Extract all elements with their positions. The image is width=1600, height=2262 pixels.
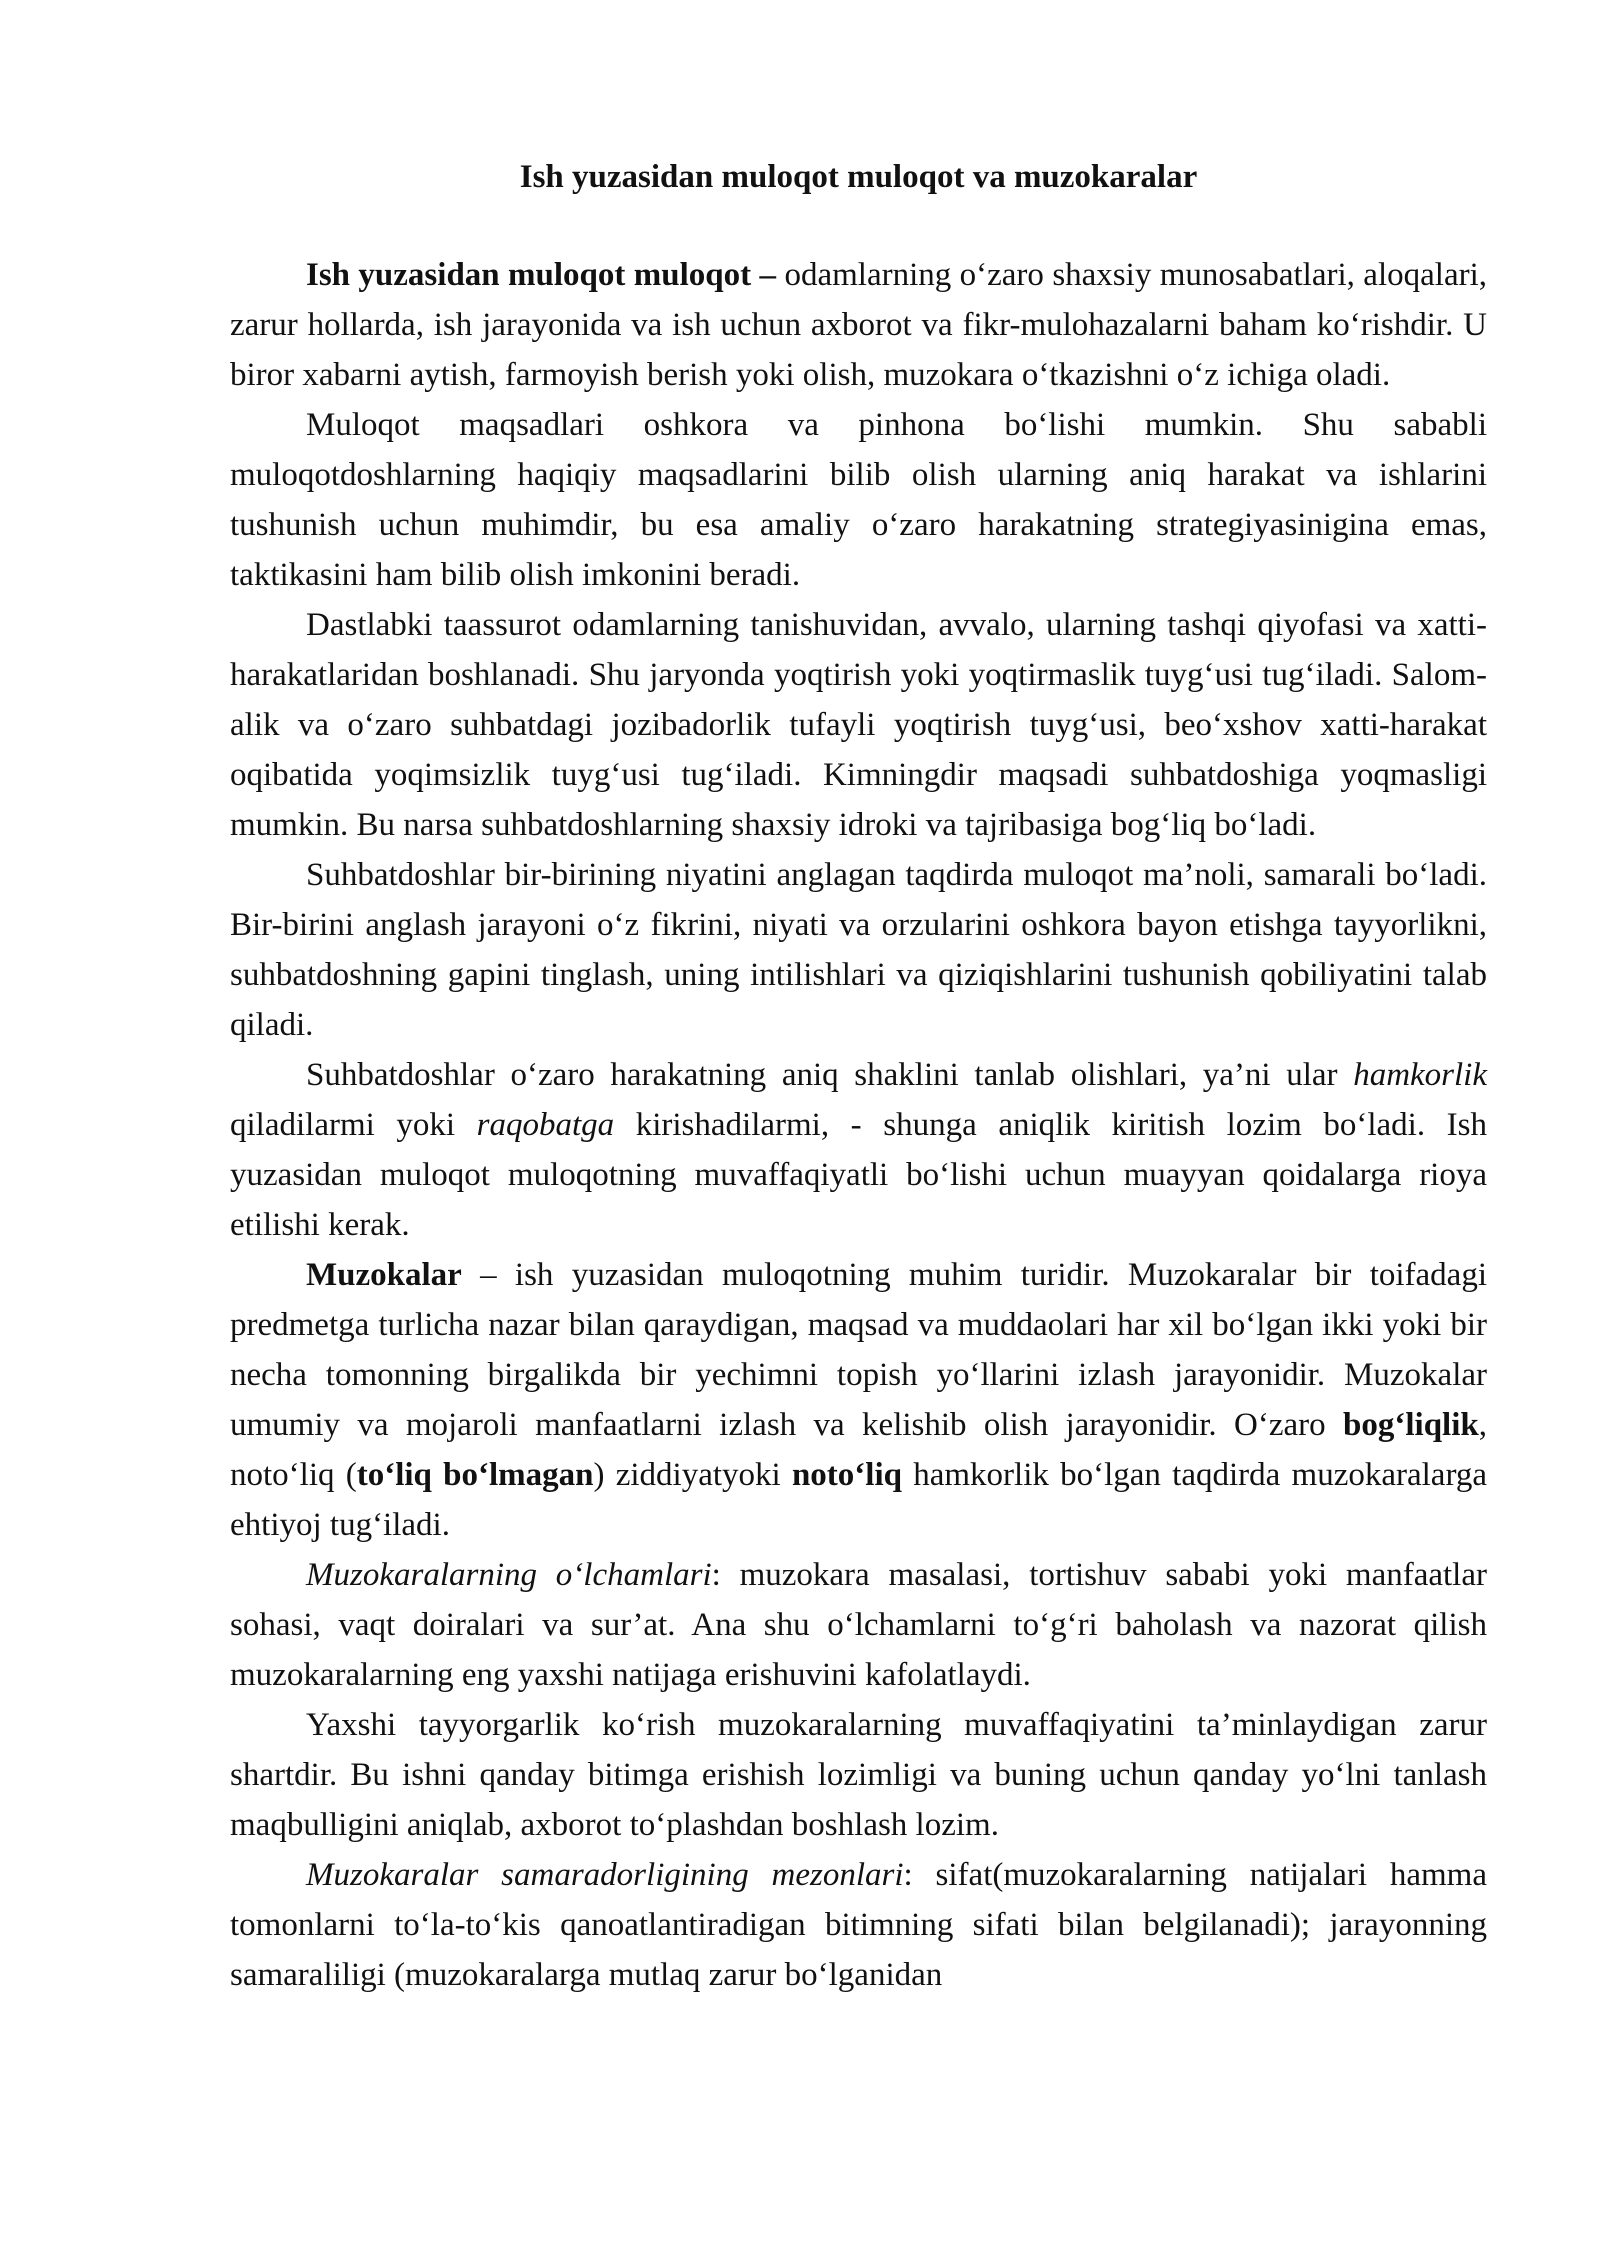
term-ish-yuzasidan-muloqot: Ish yuzasidan muloqot muloqot – <box>306 257 777 293</box>
paragraph-6-text-3: ) ziddiyatyoki <box>593 1457 792 1493</box>
term-bogliqlik: bog‘liqlik <box>1343 1407 1479 1443</box>
paragraph-7-text: : muzokara masalasi, tortishuv sababi yoki manfaatlar sohasi, vaqt doiralari va sur’at. Ana shu o‘lchamlarni to‘g‘ri baholash va nazorat qilish muzokaralarning eng yaxshi natijaga erishuvini kafolatlaydi. <box>230 1557 1487 1693</box>
term-notoliq: noto‘liq <box>791 1457 902 1493</box>
term-hamkorlik: hamkorlik <box>1353 1057 1487 1093</box>
paragraph-5-text-1: Suhbatdoshlar o‘zaro harakatning aniq shaklini tanlab olishlari, ya’ni ular <box>306 1057 1354 1093</box>
paragraph-6-text-2: , noto‘liq ( <box>230 1407 1487 1493</box>
term-mezonlari: Muzokaralar samaradorligining mezonlari <box>306 1857 904 1893</box>
paragraph-9-text: : sifat(muzokaralarning natijalari hamma tomonlarni to‘la-to‘kis qanoatlantiradigan bitimning sifati bilan belgilanadi); jarayonning samaraliligi (muzokaralarga mutlaq zarur bo‘lganidan <box>230 1857 1487 1993</box>
paragraph-6-text-4: hamkorlik bo‘lgan taqdirda muzokaralarga ehtiyoj tug‘iladi. <box>230 1457 1487 1543</box>
paragraph-6-text-1: – ish yuzasidan muloqotning muhim turidir. Muzokaralar bir toifadagi predmetga turlicha nazar bilan qaraydigan, maqsad va muddaolari har xil bo‘lgan ikki yoki bir necha tomonning birgalikda bir yechimni topish yo‘llarini izlash jarayonidir. Muzokalar umumiy va mojaroli manfaatlarni izlash va kelishib olish jarayonidir. O‘zaro <box>230 1257 1487 1443</box>
paragraph-5-text-3: kirishadilarmi, - shunga aniqlik kiritish lozim bo‘ladi. Ish yuzasidan muloqot muloqotning muvaffaqiyatli bo‘lishi uchun muayyan qoidalarga rioya etilishi kerak. <box>230 1107 1487 1243</box>
term-raqobatga: raqobatga <box>476 1107 615 1143</box>
paragraph-5 <box>230 1050 1487 1250</box>
term-muzokalar: Muzokalar <box>306 1257 462 1293</box>
paragraph-6 <box>230 1250 1487 1550</box>
term-olchamlari: Muzokaralarning o‘lchamlari <box>306 1557 712 1593</box>
paragraph-8: Yaxshi tayyorgarlik ko‘rish muzokaralarning muvaffaqiyatini ta’minlaydigan zarur shartdir. Bu ishni qanday bitimga erishish lozimligi va buning uchun qanday yo‘lni tanlash maqbulligini aniqlab, axborot to‘plashdan boshlash lozim. <box>230 1707 1487 1843</box>
document-body <box>230 250 1487 2000</box>
paragraph-2: Muloqot maqsadlari oshkora va pinhona bo‘lishi mumkin. Shu sababli muloqotdoshlarning haqiqiy maqsadlarini bilib olish ularning aniq harakat va ishlarini tushunish uchun muhimdir, bu esa amaliy o‘zaro harakatning strategiyasinigina emas, taktikasini ham bilib olish imkonini beradi. <box>230 407 1487 593</box>
paragraph-9 <box>230 1850 1487 2000</box>
paragraph-7 <box>230 1550 1487 1700</box>
paragraph-3: Dastlabki taassurot odamlarning tanishuvidan, avvalo, ularning tashqi qiyofasi va xatti-harakatlaridan boshlanadi. Shu jaryonda yoqtirish yoki yoqtirmaslik tuyg‘usi tug‘iladi. Salom-alik va o‘zaro suhbatdagi jozibadorlik tufayli yoqtirish tuyg‘usi, beo‘xshov xatti-harakat oqibatida yoqimsizlik tuyg‘usi tug‘iladi. Kimningdir maqsadi suhbatdoshiga yoqmasligi mumkin. Bu narsa suhbatdoshlarning shaxsiy idroki va tajribasiga bog‘liq bo‘ladi. <box>230 607 1487 843</box>
paragraph-1-text: odamlarning o‘zaro shaxsiy munosabatlari, aloqalari, zarur hollarda, ish jarayonida va ish uchun axborot va fikr-mulohazalarni baham ko‘rishdir. U biror xabarni aytish, farmoyish berish yoki olish, muzokara o‘tkazishni o‘z ichiga oladi. <box>230 257 1487 393</box>
paragraph-1 <box>230 250 1487 400</box>
document-title: Ish yuzasidan muloqot muloqot va muzokaralar <box>519 159 1198 195</box>
paragraph-5-text-2: qiladilarmi yoki <box>230 1107 477 1143</box>
term-toliq-bolmagan: to‘liq bo‘lmagan <box>356 1457 594 1493</box>
paragraph-4: Suhbatdoshlar bir-birining niyatini anglagan taqdirda muloqot ma’noli, samarali bo‘ladi. Bir-birini anglash jarayoni o‘z fikrini, niyati va orzularini oshkora bayon etishga tayyorlikni, suhbatdoshning gapini tinglash, uning intilishlari va qiziqishlarini tushunish qobiliyatini talab qiladi. <box>230 857 1487 1043</box>
